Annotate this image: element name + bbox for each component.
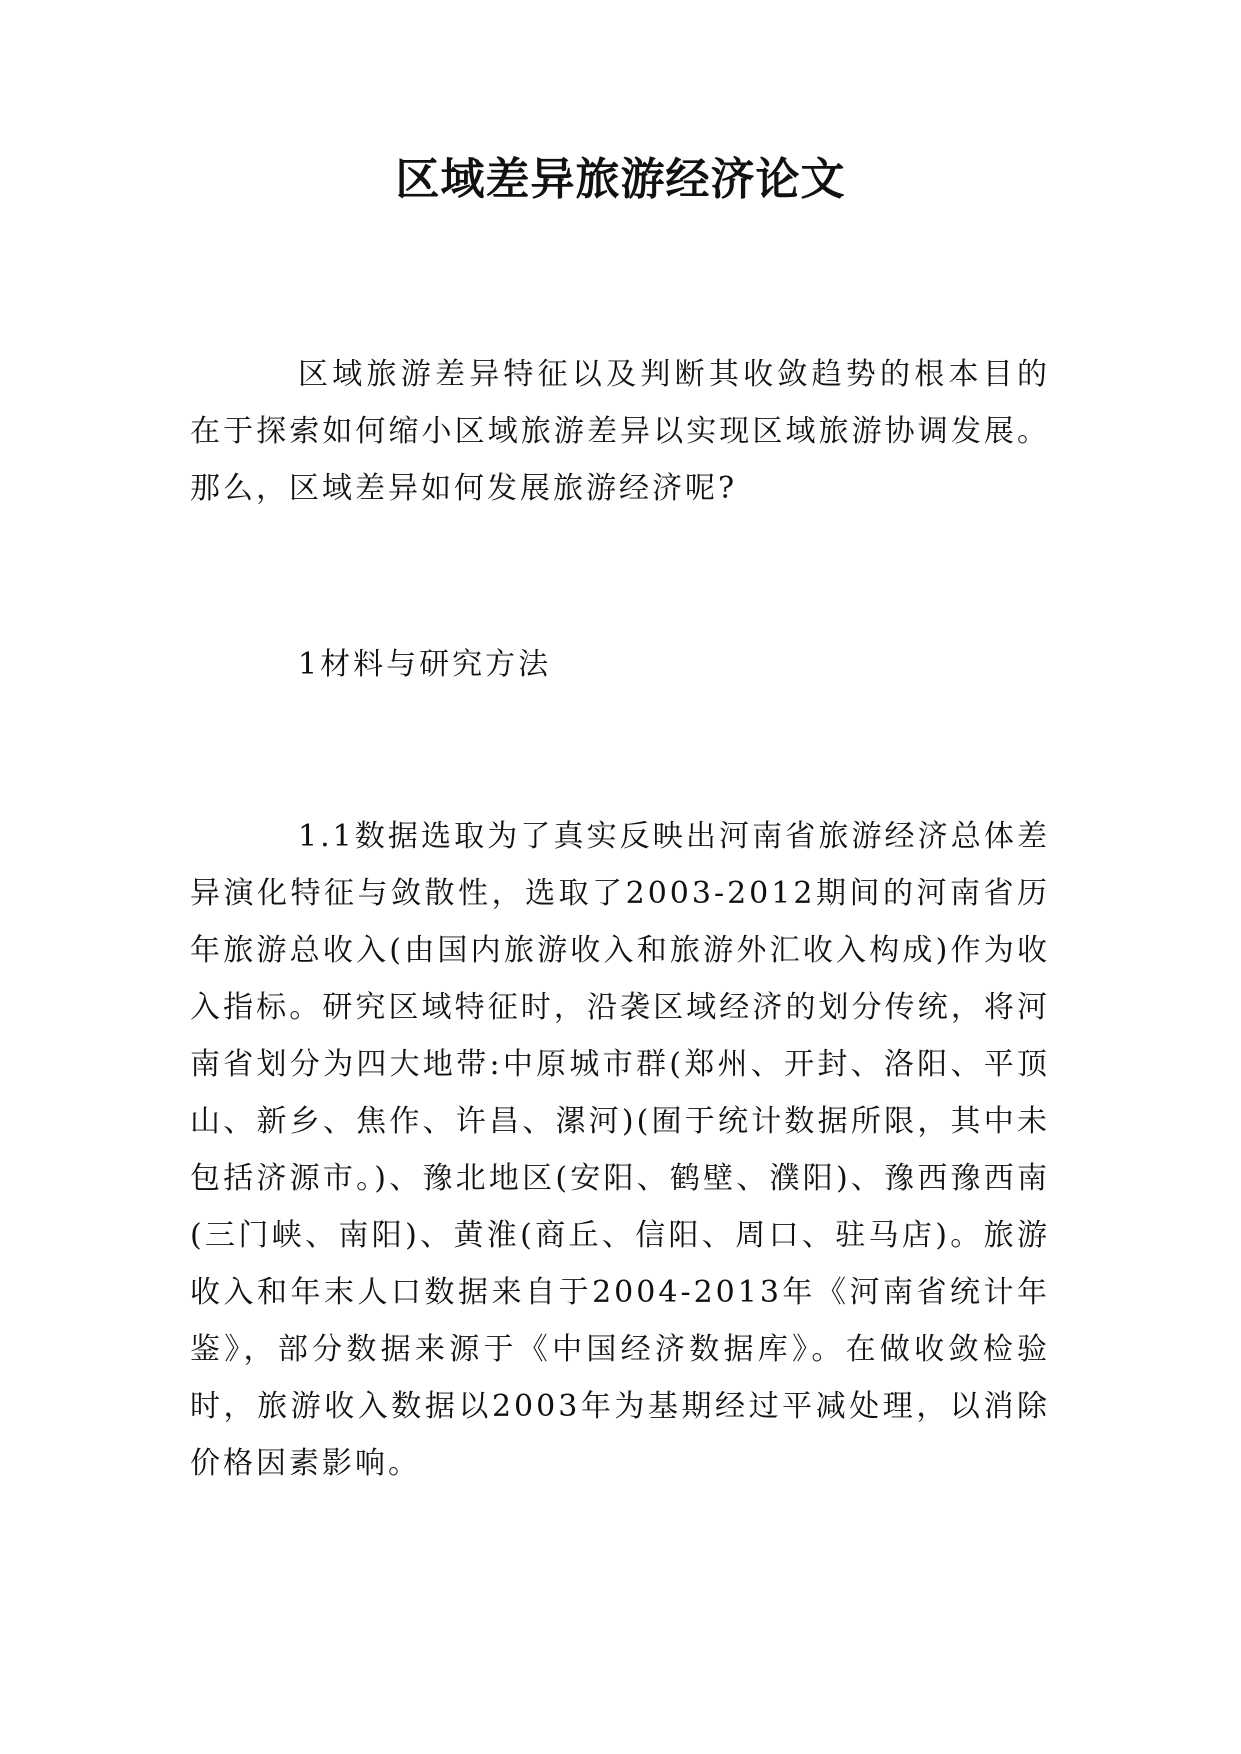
intro-paragraph: 区域旅游差异特征以及判断其收敛趋势的根本目的在于探索如何缩小区域旅游差异以实现区域旅游协调发展。那么，区域差异如何发展旅游经济呢? (190, 357, 1050, 506)
section-heading: 1材料与研究方法 (298, 647, 552, 682)
document-title: 区域差异旅游经济论文 (395, 154, 846, 205)
body-paragraph: 1.1数据选取为了真实反映出河南省旅游经济总体差异演化特征与敛散性，选取了2003-2012期间的河南省历年旅游总收入(由国内旅游收入和旅游外汇收入构成)作为收入指标。研究区域特征时，沿袭区域经济的划分传统，将河南省划分为四大地带:中原城市群(郑州、开封、洛阳、平顶山、新乡、焦作、许昌、漯河)(囿于统计数据所限，其中未包括济源市。)、豫北地区(安阳、鹤壁、濮阳)、豫西豫西南(三门峡、南阳)、黄淮(商丘、信阳、周口、驻马店)。旅游收入和年末人口数据来自于2004-2013年《河南省统计年鉴》，部分数据来源于《中国经济数据库》。在做收敛检验时，旅游收入数据以2003年为基期经过平减处理，以消除价格因素影响。 (190, 819, 1050, 1481)
